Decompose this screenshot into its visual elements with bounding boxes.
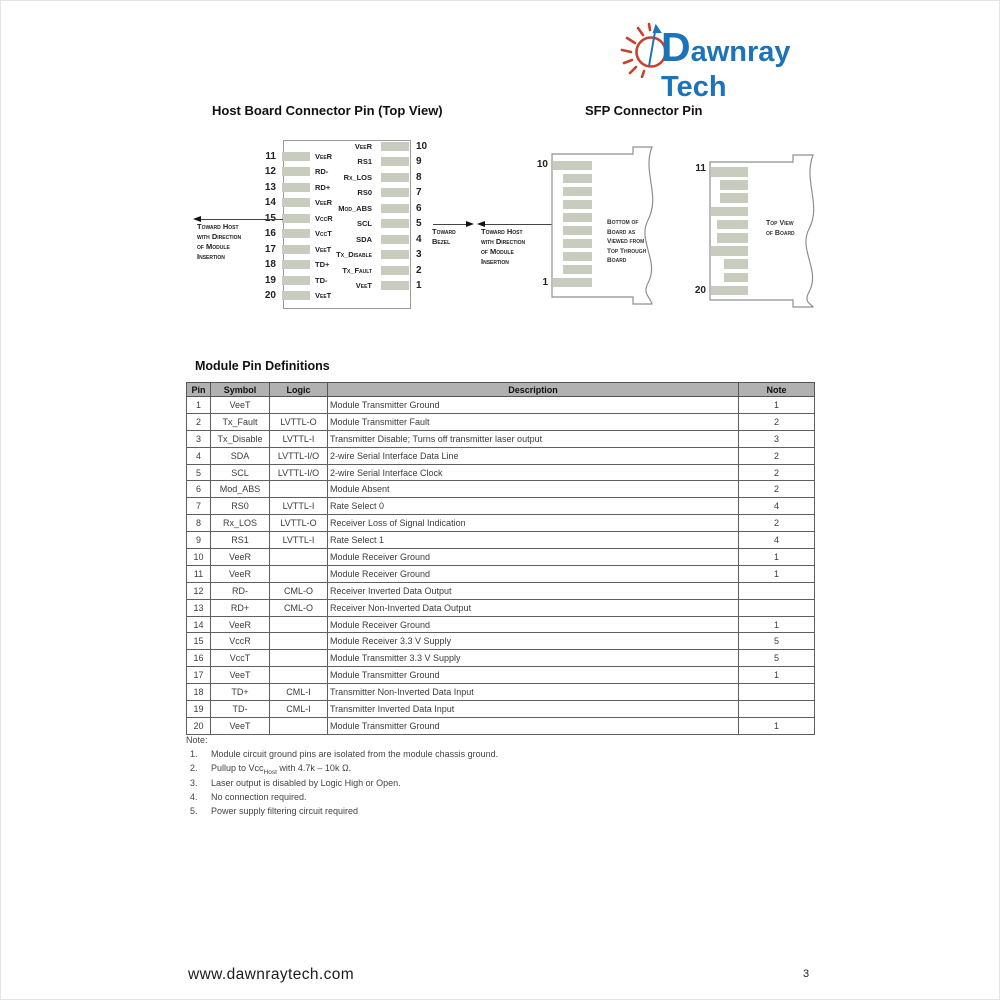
table-row xyxy=(187,447,815,464)
table-cell: 20 xyxy=(187,717,211,734)
host-pin-number: 6 xyxy=(416,202,422,214)
sfp-pin-number: 20 xyxy=(694,285,706,296)
table-row xyxy=(187,532,815,549)
sfp-pad xyxy=(717,233,748,243)
note-text: Power supply filtering circuit required xyxy=(211,806,359,816)
table-cell: 12 xyxy=(187,582,211,599)
sfp-pad xyxy=(553,161,592,170)
table-cell: RS0 xyxy=(211,498,270,515)
table-cell: Module Transmitter Ground xyxy=(328,397,739,414)
sfp-pad xyxy=(563,239,592,248)
table-cell: Module Transmitter Fault xyxy=(328,413,739,430)
sfp-pad xyxy=(717,220,748,230)
sfp-pin-number: 11 xyxy=(695,163,706,174)
table-cell: 5 xyxy=(187,464,211,481)
table-cell xyxy=(270,397,328,414)
sfp-pad xyxy=(720,193,748,203)
table-row xyxy=(187,667,815,684)
table-cell: 4 xyxy=(739,532,815,549)
caption-line: Insertion xyxy=(197,252,225,261)
table-row xyxy=(187,397,815,414)
host-pin-number: 13 xyxy=(264,181,276,193)
table-cell: Transmitter Non-Inverted Data Input xyxy=(328,684,739,701)
sfp-board-bottom-caption xyxy=(607,218,646,266)
table-row xyxy=(187,464,815,481)
table-cell xyxy=(739,684,815,701)
table-cell: CML-O xyxy=(270,582,328,599)
sfp-pad xyxy=(553,278,592,287)
column-header: Note xyxy=(739,383,815,397)
table-cell: Mod_ABS xyxy=(211,481,270,498)
caption-line: with Direction xyxy=(197,232,242,241)
table-cell: Rx_LOS xyxy=(211,515,270,532)
table-cell xyxy=(739,701,815,718)
table-cell: RD- xyxy=(211,582,270,599)
caption-line: Toward xyxy=(432,227,456,236)
table-row xyxy=(187,633,815,650)
host-pin-label: SDA xyxy=(356,234,372,244)
host-pin-number: 19 xyxy=(264,274,276,286)
note-number: 1. xyxy=(190,749,198,759)
host-pin-label: RS1 xyxy=(357,157,372,167)
host-pin-label: VeeT xyxy=(315,244,332,254)
host-pad xyxy=(381,250,409,259)
note-number: 2. xyxy=(190,763,198,773)
sfp-pad xyxy=(711,246,748,256)
table-cell: SDA xyxy=(211,447,270,464)
table-cell xyxy=(270,650,328,667)
table-row xyxy=(187,515,815,532)
table-row xyxy=(187,684,815,701)
sfp-pad xyxy=(711,286,748,296)
table-cell xyxy=(270,717,328,734)
sfp-pad xyxy=(563,252,592,261)
table-row xyxy=(187,481,815,498)
host-pad xyxy=(381,188,409,197)
caption-line: of Module xyxy=(481,247,514,256)
table-cell: CML-I xyxy=(270,701,328,718)
table-row xyxy=(187,549,815,566)
table-cell: VeeT xyxy=(211,717,270,734)
table-cell: 10 xyxy=(187,549,211,566)
table-cell: 2 xyxy=(739,515,815,532)
table-cell: Module Transmitter 3.3 V Supply xyxy=(328,650,739,667)
note-text-post: with 4.7k – 10k Ω. xyxy=(276,763,352,773)
table-cell: 3 xyxy=(187,430,211,447)
table-cell: Module Transmitter Ground xyxy=(328,667,739,684)
sfp-pad xyxy=(563,200,592,209)
note-text: Laser output is disabled by Logic High or Open. xyxy=(211,778,401,788)
table-cell: Module Absent xyxy=(328,481,739,498)
sfp-pad xyxy=(563,174,592,183)
host-pin-label: TD- xyxy=(315,275,328,285)
table-cell: 4 xyxy=(739,498,815,515)
caption-line: Bottom of xyxy=(607,219,639,226)
note-number: 3. xyxy=(190,778,198,788)
table-row xyxy=(187,599,815,616)
host-pin-number: 4 xyxy=(416,233,422,245)
table-cell: TD+ xyxy=(211,684,270,701)
host-pin-number: 9 xyxy=(416,156,422,168)
host-pin-label: VeeR xyxy=(315,198,333,208)
table-cell: RD+ xyxy=(211,599,270,616)
table-cell: 3 xyxy=(739,430,815,447)
host-pin-number: 15 xyxy=(264,212,276,224)
host-pad xyxy=(381,204,409,213)
caption-line: Board as xyxy=(607,228,636,236)
sfp-pad xyxy=(563,265,592,274)
host-pin-label: RD+ xyxy=(315,182,331,192)
caption-line: Insertion xyxy=(481,257,509,266)
table-cell xyxy=(739,599,815,616)
table-cell xyxy=(270,667,328,684)
caption-line: Bezel xyxy=(432,237,451,246)
table-cell: 9 xyxy=(187,532,211,549)
sfp-pad xyxy=(563,213,592,222)
host-pin-label: Tx_Fault xyxy=(342,265,372,275)
table-cell: 11 xyxy=(187,565,211,582)
caption-line: Toward Host xyxy=(197,222,239,231)
table-cell: VeeR xyxy=(211,549,270,566)
host-pin-label: Rx_LOS xyxy=(343,172,372,182)
sfp-pin-number: 1 xyxy=(542,277,548,288)
sfp-pad xyxy=(711,207,748,217)
host-pad xyxy=(381,266,409,275)
host-pin-number: 1 xyxy=(416,280,422,292)
table-cell: 19 xyxy=(187,701,211,718)
table-cell: 1 xyxy=(739,667,815,684)
table-cell: Tx_Disable xyxy=(211,430,270,447)
table-cell xyxy=(270,616,328,633)
table-cell: TD- xyxy=(211,701,270,718)
table-cell: Module Transmitter Ground xyxy=(328,717,739,734)
table-cell: 1 xyxy=(739,549,815,566)
table-cell: LVTTL-I xyxy=(270,430,328,447)
sfp-pad xyxy=(724,259,748,269)
table-row xyxy=(187,498,815,515)
arrow-line xyxy=(433,224,467,225)
table-cell xyxy=(270,633,328,650)
table-cell: LVTTL-O xyxy=(270,515,328,532)
caption-line: Toward Host xyxy=(481,227,523,236)
table-cell xyxy=(739,582,815,599)
table-cell: VeeR xyxy=(211,565,270,582)
host-pin-label: SCL xyxy=(357,219,372,229)
host-pad xyxy=(381,157,409,166)
sfp-pad xyxy=(563,226,592,235)
host-pin-label: VeeT xyxy=(355,281,372,291)
note-number: 4. xyxy=(190,792,198,802)
table-cell: CML-O xyxy=(270,599,328,616)
table-cell: VeeT xyxy=(211,667,270,684)
host-pad xyxy=(282,291,310,300)
table-cell: VeeR xyxy=(211,616,270,633)
table-cell: 2 xyxy=(739,481,815,498)
toward-bezel-label xyxy=(432,227,456,247)
table-cell: Transmitter Disable; Turns off transmitter laser output xyxy=(328,430,739,447)
table-cell: 2-wire Serial Interface Data Line xyxy=(328,447,739,464)
column-header: Symbol xyxy=(211,383,270,397)
table-row xyxy=(187,701,815,718)
table-cell: VeeT xyxy=(211,397,270,414)
table-cell: SCL xyxy=(211,464,270,481)
table-cell: Module Receiver Ground xyxy=(328,616,739,633)
caption-line: of Board xyxy=(766,229,795,237)
table-cell: 1 xyxy=(739,616,815,633)
table-cell: VccT xyxy=(211,650,270,667)
table-cell: 2 xyxy=(739,447,815,464)
caption-line: Board xyxy=(607,257,627,264)
host-pin-label: VccT xyxy=(315,229,332,239)
table-row xyxy=(187,565,815,582)
caption-line: with Direction xyxy=(481,237,526,246)
host-pin-label: VeeR xyxy=(315,152,333,161)
host-pin-number: 5 xyxy=(416,218,422,230)
sfp-pad xyxy=(724,273,748,283)
note-text-subscript: Host xyxy=(263,768,277,776)
table-cell: 2 xyxy=(739,413,815,430)
table-cell: 18 xyxy=(187,684,211,701)
table-cell xyxy=(270,565,328,582)
table-header-row xyxy=(187,383,815,397)
table-cell: 1 xyxy=(739,397,815,414)
table-cell: 6 xyxy=(187,481,211,498)
toward-host-label xyxy=(197,222,241,262)
host-pin-label: Mod_ABS xyxy=(338,203,372,213)
sfp-pad xyxy=(563,187,592,196)
host-pin-number: 20 xyxy=(264,290,276,302)
table-cell: 2 xyxy=(187,413,211,430)
table-row xyxy=(187,430,815,447)
caption-line: Top View xyxy=(766,220,794,227)
table-cell: Rate Select 1 xyxy=(328,532,739,549)
column-header: Logic xyxy=(270,383,328,397)
table-cell: 1 xyxy=(187,397,211,414)
table-cell: 8 xyxy=(187,515,211,532)
host-pin-number: 16 xyxy=(264,228,276,240)
host-pin-label: TD+ xyxy=(315,260,330,270)
host-pad xyxy=(381,235,409,244)
host-pin-number: 2 xyxy=(416,264,422,276)
table-cell: 15 xyxy=(187,633,211,650)
table-cell: 5 xyxy=(739,650,815,667)
host-pin-label: VccR xyxy=(315,213,333,223)
note-text-pre: Pullup to Vcc xyxy=(211,763,264,773)
right-arrow-icon xyxy=(466,221,474,227)
table-cell: 13 xyxy=(187,599,211,616)
website-url: www.dawnraytech.com xyxy=(188,966,355,983)
host-pad xyxy=(381,281,409,290)
table-cell: LVTTL-I/O xyxy=(270,464,328,481)
host-pin-number: 17 xyxy=(264,243,276,255)
table-cell: 14 xyxy=(187,616,211,633)
page-number: 3 xyxy=(803,968,810,980)
table-cell: Rate Select 0 xyxy=(328,498,739,515)
host-pin-label: Tx_Disable xyxy=(336,250,372,260)
table-title: Module Pin Definitions xyxy=(195,359,330,373)
table-cell: LVTTL-O xyxy=(270,413,328,430)
host-pin-number: 7 xyxy=(416,187,422,199)
table-cell: Receiver Loss of Signal Indication xyxy=(328,515,739,532)
host-pin-number: 8 xyxy=(416,171,422,183)
table-cell: Receiver Non-Inverted Data Output xyxy=(328,599,739,616)
table-cell xyxy=(270,481,328,498)
host-pin-label: VeeT xyxy=(315,291,332,301)
table-cell: 4 xyxy=(187,447,211,464)
host-pin-label: VeeR xyxy=(354,142,372,151)
table-cell: Module Receiver Ground xyxy=(328,565,739,582)
table-cell: 1 xyxy=(739,565,815,582)
table-cell xyxy=(270,549,328,566)
caption-line: Viewed from xyxy=(607,238,645,245)
column-header: Pin xyxy=(187,383,211,397)
table-cell: Module Receiver Ground xyxy=(328,549,739,566)
table-cell: LVTTL-I xyxy=(270,498,328,515)
table-row xyxy=(187,650,815,667)
host-pin-number: 14 xyxy=(264,197,276,209)
table-cell: RS1 xyxy=(211,532,270,549)
host-pin-number: 11 xyxy=(265,151,276,162)
host-board-title: Host Board Connector Pin (Top View) xyxy=(212,103,443,118)
host-pad xyxy=(381,219,409,228)
sfp-board-top-caption xyxy=(766,219,795,238)
table-row xyxy=(187,616,815,633)
logo-wordmark: Dawnray Tech xyxy=(661,24,791,103)
host-pin-number: 3 xyxy=(416,249,422,261)
host-pin-label: RD- xyxy=(315,167,329,177)
notes-heading: Note: xyxy=(186,735,208,745)
toward-host-label xyxy=(481,227,525,267)
host-pin-label: RS0 xyxy=(357,188,372,198)
table-cell: 17 xyxy=(187,667,211,684)
table-cell: 16 xyxy=(187,650,211,667)
caption-line: Top Through xyxy=(607,247,647,255)
sfp-connector-title: SFP Connector Pin xyxy=(585,103,703,118)
table-row xyxy=(187,582,815,599)
caption-line: of Module xyxy=(197,242,230,251)
table-cell: 7 xyxy=(187,498,211,515)
host-pin-number: 12 xyxy=(264,166,276,178)
host-pad xyxy=(381,142,409,151)
sfp-pad xyxy=(711,167,748,177)
table-cell: 2-wire Serial Interface Clock xyxy=(328,464,739,481)
table-cell: Tx_Fault xyxy=(211,413,270,430)
host-pad xyxy=(381,173,409,182)
note-text: No connection required. xyxy=(211,792,307,802)
table-cell: LVTTL-I/O xyxy=(270,447,328,464)
table-cell: Module Receiver 3.3 V Supply xyxy=(328,633,739,650)
table-cell: Receiver Inverted Data Output xyxy=(328,582,739,599)
column-header: Description xyxy=(328,383,739,397)
table-cell: Transmitter Inverted Data Input xyxy=(328,701,739,718)
arrow-line xyxy=(199,219,283,220)
table-row xyxy=(187,413,815,430)
table-row xyxy=(187,717,815,734)
table-cell: LVTTL-I xyxy=(270,532,328,549)
table-cell: CML-I xyxy=(270,684,328,701)
note-text xyxy=(211,763,691,776)
host-pin-number: 10 xyxy=(416,141,428,152)
note-number: 5. xyxy=(190,806,198,816)
table-cell: 2 xyxy=(739,464,815,481)
pin-definitions-table xyxy=(186,382,815,735)
sfp-pad xyxy=(720,180,748,190)
sfp-pin-number: 10 xyxy=(536,159,548,170)
table-cell: VccR xyxy=(211,633,270,650)
host-pin-number: 18 xyxy=(264,259,276,271)
table-cell: 1 xyxy=(739,717,815,734)
table-cell: 5 xyxy=(739,633,815,650)
note-text: Module circuit ground pins are isolated from the module chassis ground. xyxy=(211,749,499,759)
